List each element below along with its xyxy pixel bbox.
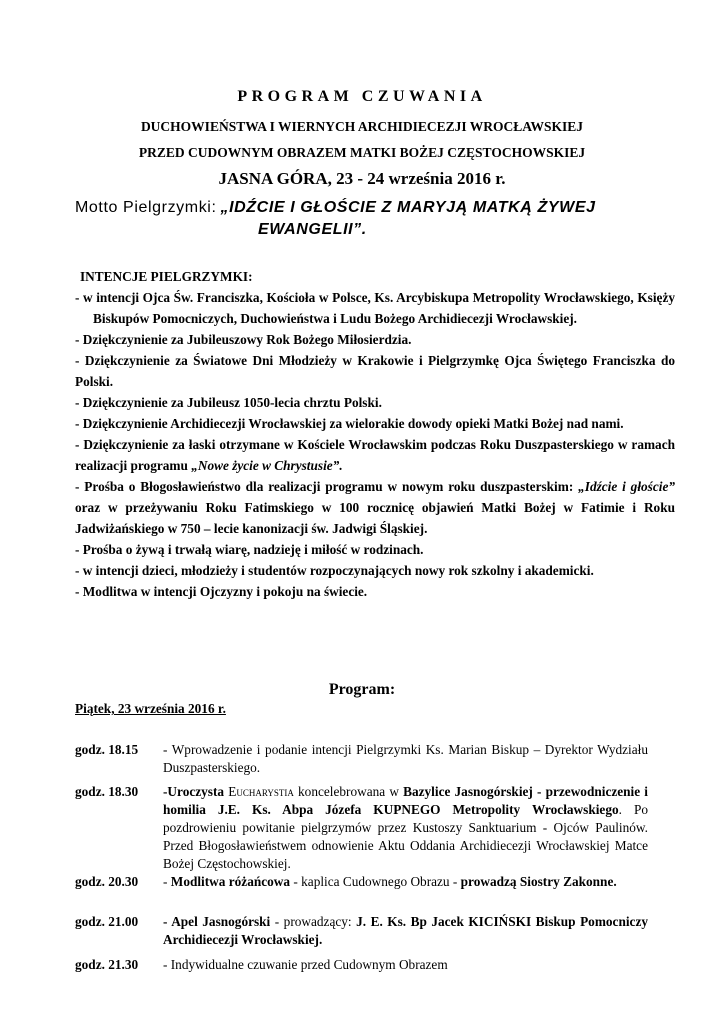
desc-part: J. E. Ks. Bp Jacek KICIŃSKI Biskup Pomocniczy Archidiecezji Wrocławskiej. [163,914,649,947]
intention-text: oraz w przeżywaniu Roku Fatimskiego w 100 rocznicę objawień Matki Bożej w Fatimie i Roku Jadwiżańskiego w 750 – lecie kanonizacji św. Jadwigi Śląskiej. [75,500,675,536]
program-name: „Nowe życie w Chrystusie”. [191,458,343,473]
intention-item: - w intencji dzieci, młodzieży i studentów rozpoczynających nowy rok szkolny i akademicki. [75,563,594,578]
motto-text-1: „IDŹCIE I GŁOŚCIE Z MARYJĄ MATKĄ ŻYWEJ [220,199,596,216]
intention-item: - Dziękczynienie za Światowe Dni Młodzieży w Krakowie i Pielgrzymkę Ojca Świętego Franciszka do Polski. [75,353,675,389]
schedule-description [163,873,648,891]
place-date: JASNA GÓRA, 23 - 24 września 2016 r. [218,169,506,188]
schedule-time: godz. 21.30 [75,957,139,972]
intention-item [75,476,675,539]
schedule-time: godz. 20.30 [75,874,139,889]
desc-part: Eucharystia [228,784,294,799]
subtitle-line-2: PRZED CUDOWNYM OBRAZEM MATKI BOŻEJ CZĘSTOCHOWSKIEJ [138,145,586,160]
intention-item [75,434,675,476]
intention-text: - Dziękczynienie za łaski otrzymane w Kościele Wrocławskim podczas Roku Duszpasterskiego w ramach realizacji programu [75,437,675,473]
motto-label: Motto Pielgrzymki: [75,199,217,216]
day-heading: Piątek, 23 września 2016 r. [75,701,226,716]
intention-item: - Prośba o żywą i trwałą wiarę, nadzieję i miłość w rodzinach. [75,542,424,557]
desc-part: Modlitwa różańcowa [170,874,291,889]
motto-text-2: EWANGELII”. [258,221,367,238]
desc-part: - kaplica Cudownego Obrazu - [290,874,461,889]
desc-part: -Uroczysta [163,784,225,799]
desc-part: Bazylice Jasnogórskiej - przewodniczenie i homilia J.E. Ks. Abpa Józefa KUPNEGO Metropolity Wrocławskiego [163,784,648,817]
document-title: PROGRAM CZUWANIA [237,88,487,105]
intention-item: - Modlitwa w intencji Ojczyzny i pokoju na świecie. [75,584,368,599]
desc-part: . Po pozdrowieniu powitanie pielgrzymów przez Kustoszy Sanktuarium - Ojców Paulinów. Przed Błogosławieństwem odnowienie Aktu Oddania Archidiecezji Wrocławskiej Matce Bożej Częstochowskiej. [163,802,648,871]
intentions-section [75,266,675,602]
desc-part: prowadzą Siostry Zakonne. [460,874,617,889]
intention-item: - Dziękczynienie za Jubileuszowy Rok Bożego Miłosierdzia. [75,332,412,347]
program-heading: Program: [328,681,396,698]
desc-part: koncelebrowana w [298,784,399,799]
schedule-time: godz. 21.00 [75,914,139,929]
intentions-heading: INTENCJE PIELGRZYMKI: [80,269,253,284]
intention-item: - Dziękczynienie Archidiecezji Wrocławskiej za wielorakie dowody opieki Matki Bożej nad nami. [75,416,624,431]
schedule-description [163,913,648,949]
desc-part: - prowadzący: [270,914,357,929]
intention-item: - Dziękczynienie za Jubileusz 1050-lecia chrztu Polski. [75,395,382,410]
program-name: „Idźcie i głoście” [578,479,675,494]
desc-part: - [163,874,171,889]
schedule-description: - Indywidualne czuwanie przed Cudownym Obrazem [163,957,448,972]
schedule-time: godz. 18.30 [75,784,139,799]
schedule-description: - Wprowadzenie i podanie intencji Pielgrzymki Ks. Marian Biskup – Dyrektor Wydziału Duszpasterskiego. [163,742,648,775]
desc-part: - Apel Jasnogórski [163,914,271,929]
subtitle-line-1: DUCHOWIEŃSTWA I WIERNYCH ARCHIDIECEZJI WROCŁAWSKIEJ [140,119,584,134]
motto [75,199,695,238]
schedule-description [163,783,648,873]
intention-item: - w intencji Ojca Św. Franciszka, Kościoła w Polsce, Ks. Arcybiskupa Metropolity Wrocławskiego, Księży Biskupów Pomocniczych, Duchowieństwa i Ludu Bożego Archidiecezji Wrocławskiej. [75,290,675,326]
schedule-time: godz. 18.15 [75,742,139,757]
intention-text: - Prośba o Błogosławieństwo dla realizacji programu w nowym roku duszpasterskim: [75,479,574,494]
